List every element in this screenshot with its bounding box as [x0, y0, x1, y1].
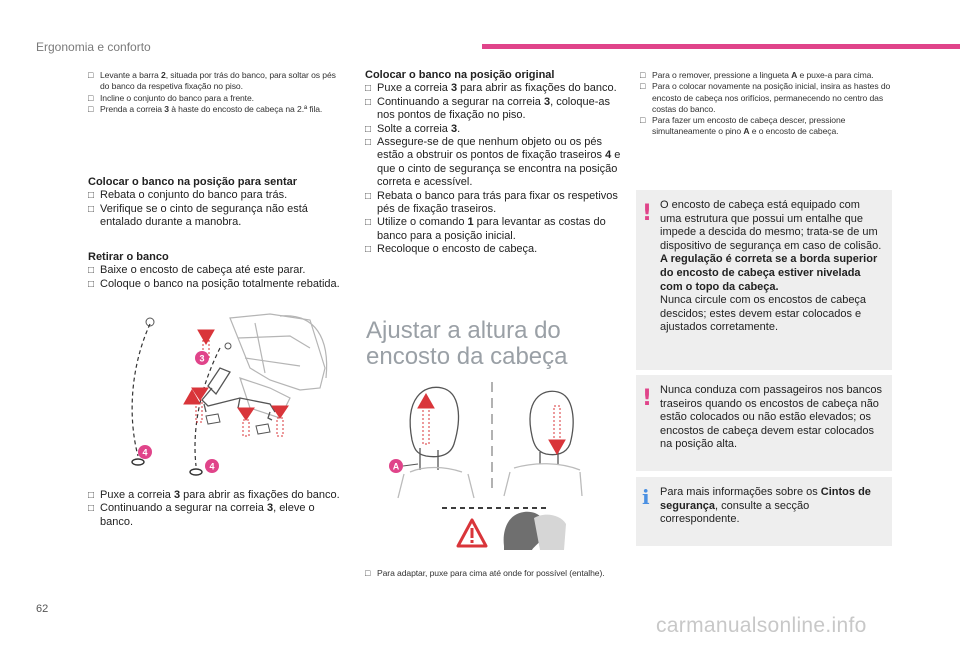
list-item: □ Assegure-se de que nenhum objeto ou os pés estão a obstruir os pontos de fixação traseiros 4 e que o cinto de segurança se encontra na posição correta e acessível. [365, 136, 623, 190]
callout-4b-label: 4 [209, 461, 215, 472]
info-box-seatbelts [636, 477, 892, 546]
section-retirar [88, 251, 346, 291]
list-item: □ Verifique se o cinto de segurança não está entalado durante a manobra. [88, 203, 346, 230]
warning-icon: ! [642, 201, 653, 226]
list-item: □ Rebata o conjunto do banco para trás. [88, 189, 346, 202]
info-text: Para mais informações sobre os Cintos de segurança, consulte a secção correspondente. [660, 486, 871, 526]
list-item: □ Para fazer um encosto de cabeça descer, pressione simultaneamente o pino A e o encosto de cabeça. [640, 115, 892, 138]
page-number: 62 [36, 603, 49, 615]
warning-box-headrest [636, 190, 892, 370]
list-item: □ Rebata o banco para trás para fixar os respetivos pés de fixação traseiros. [365, 190, 623, 217]
list-item: □ Puxe a correia 3 para abrir as fixações do banco. [88, 489, 346, 502]
info-icon: i [642, 485, 650, 509]
section-title: Ajustar a altura do encosto da cabeça [366, 317, 568, 370]
list-item: □ Para o remover, pressione a lingueta A e puxe-a para cima. [640, 70, 892, 81]
callout-3-label: 3 [199, 353, 205, 364]
section-sentar [88, 176, 346, 230]
list-item: □ Recoloque o encosto de cabeça. [365, 243, 623, 256]
list-item: □ Prenda a correia 3 à haste do encosto de cabeça na 2.ª fila. [88, 104, 346, 115]
list-item: □ Utilize o comando 1 para levantar as costas do banco para a posição inicial. [365, 216, 623, 243]
warning-text: O encosto de cabeça está equipado com uma estrutura que possui um entalhe que impede a descida do mesmo; trata-se de um dispositivo de segurança em caso de colisão. A regulação é correta se a borda superior do encosto de cabeça estiver nivelada com o topo da cabeça. Nunca circule com os encostos de cabeça descidos; estes devem estar colocados e ajustados corretamente. [660, 199, 882, 334]
section-heading: Retirar o banco [88, 251, 169, 263]
section-original [365, 69, 623, 257]
callout-a-label: A [392, 461, 400, 472]
watermark: carmanualsonline.info [656, 614, 867, 637]
warning-icon: ! [642, 386, 653, 411]
seat-removal-figure [120, 308, 346, 480]
list-item: □ Baixe o encosto de cabeça até este parar. [88, 264, 346, 277]
col1-bottom-instructions [88, 489, 346, 529]
list-item: □ Para o colocar novamente na posição inicial, insira as hastes do encosto de cabeça nos orifícios, permanecendo no centro das costas do banco. [640, 81, 892, 115]
section-heading: Colocar o banco na posição para sentar [88, 176, 298, 188]
list-item: □ Continuando a segurar na correia 3, coloque-as nos pontos de fixação no piso. [365, 96, 623, 123]
page-header [0, 0, 960, 54]
list-item: □ Continuando a segurar na correia 3, eleve o banco. [88, 502, 346, 529]
chapter-title: Ergonomia e conforto [36, 40, 151, 54]
list-item: □ Para adaptar, puxe para cima até onde for possível (entalhe). [365, 568, 623, 579]
warning-box-passengers [636, 375, 892, 471]
list-item: □ Incline o conjunto do banco para a frente. [88, 93, 346, 104]
list-item: □ Coloque o banco na posição totalmente rebatida. [88, 278, 346, 291]
list-item: □ Levante a barra 2, situada por trás do banco, para soltar os pés do banco da respetiva fixação no piso. [88, 70, 346, 93]
section-heading: Colocar o banco na posição original [365, 69, 555, 81]
col1-top-instructions [88, 70, 346, 115]
list-item: □ Puxe a correia 3 para abrir as fixações do banco. [365, 82, 623, 95]
headrest-figure [384, 378, 584, 550]
chapter-accent-bar [482, 44, 960, 49]
list-item: □ Solte a correia 3. [365, 123, 623, 136]
col2-bottom-note [365, 568, 623, 579]
col3-top-instructions [640, 70, 892, 138]
callout-4a-label: 4 [142, 447, 148, 458]
warning-text: Nunca conduza com passageiros nos bancos traseiros quando os encostos de cabeça não estão colocados ou não estão elevados; os encostos de cabeça devem estar colocados na posição alta. [660, 384, 882, 451]
